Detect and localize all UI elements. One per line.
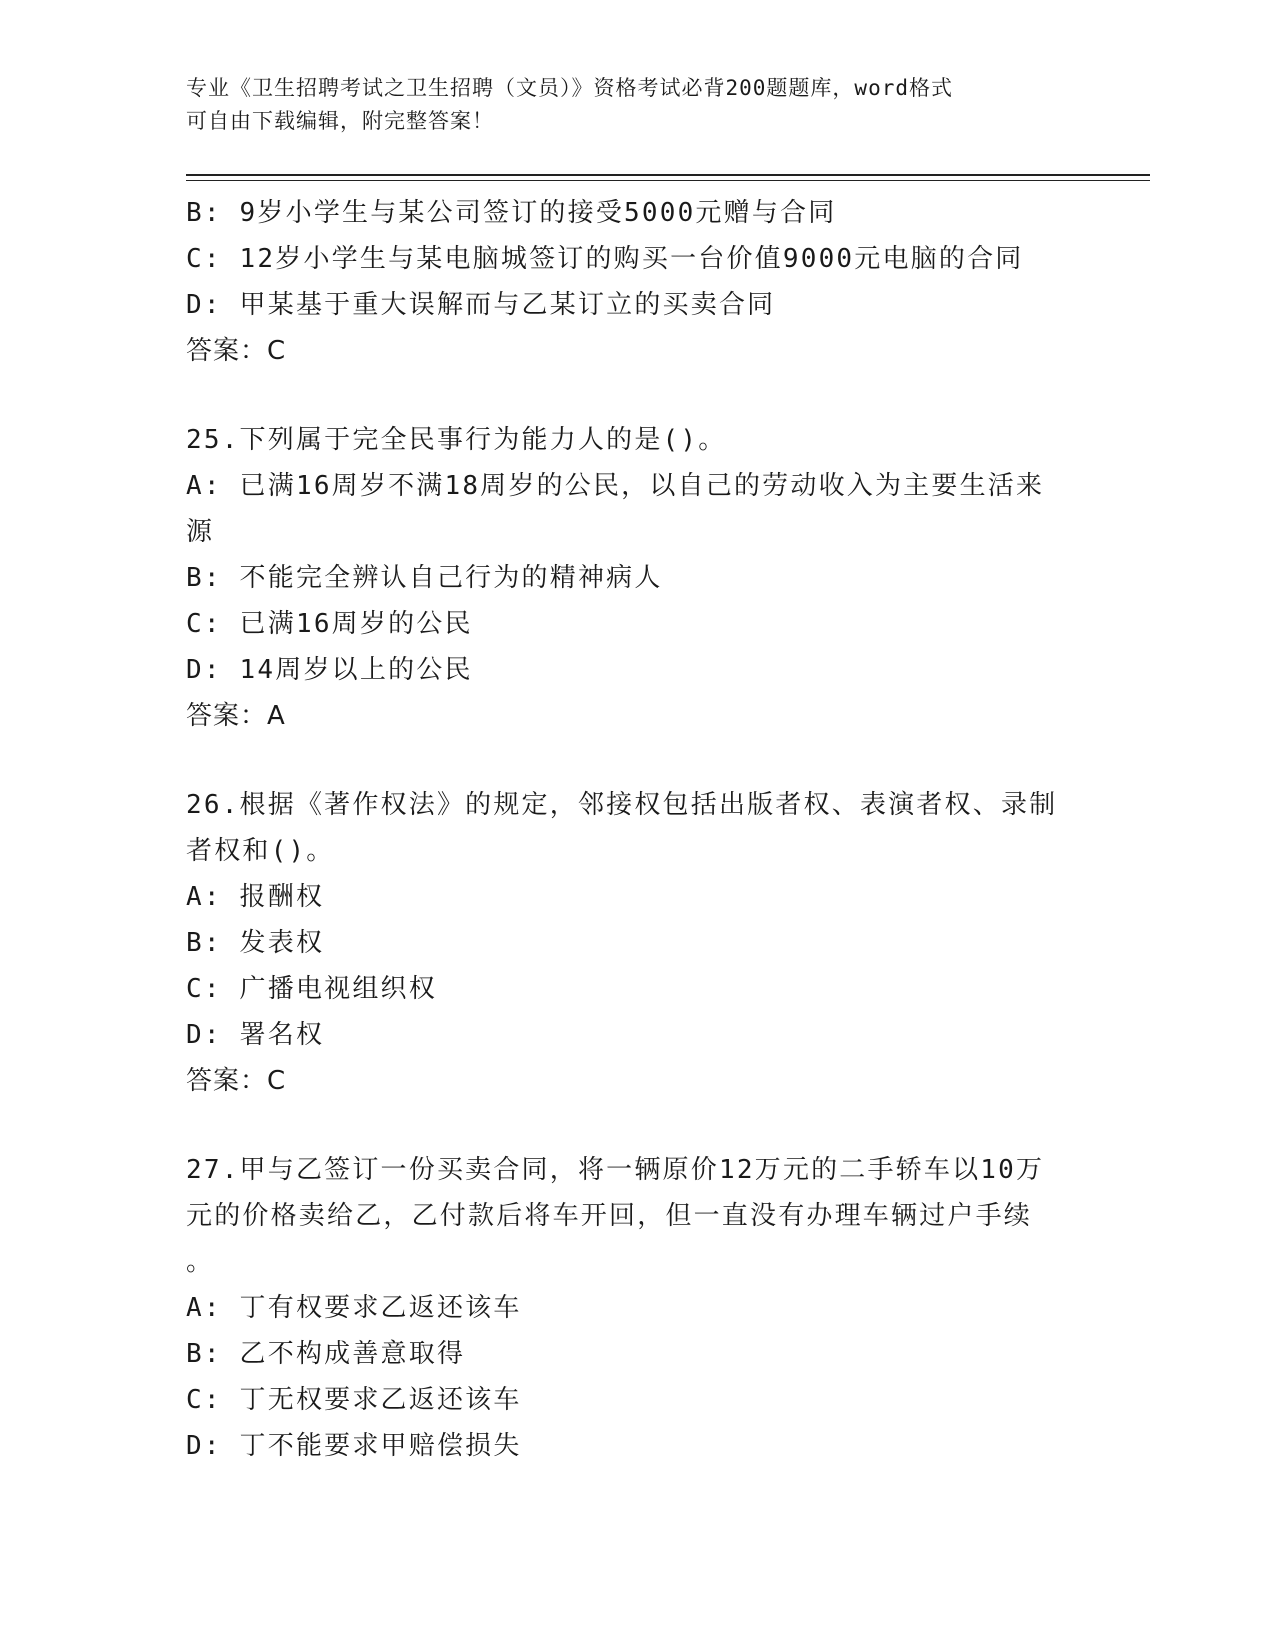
question-27: [186, 1147, 1086, 1469]
option-b: B: 不能完全辨认自己行为的精神病人: [186, 563, 663, 593]
question-stem-continued: 元的价格卖给乙，乙付款后将车开回，但一直没有办理车辆过户手续: [186, 1201, 1033, 1231]
answer: 答案：C: [186, 336, 287, 366]
option-a: A: 报酬权: [186, 882, 325, 912]
option-b: B: 乙不构成善意取得: [186, 1339, 466, 1369]
option-c: C: 已满16周岁的公民: [186, 609, 473, 639]
option-d: D: 14周岁以上的公民: [186, 655, 473, 685]
answer: 答案：A: [186, 701, 286, 731]
document-header: [186, 72, 1066, 138]
header-line-1: 专业《卫生招聘考试之卫生招聘（文员）》资格考试必背200题题库，word格式: [186, 76, 953, 100]
spacer: [186, 1104, 1086, 1147]
question-25: [186, 417, 1086, 739]
header-line-2: 可自由下载编辑，附完整答案！: [186, 109, 494, 133]
option-b: B: 9岁小学生与某公司签订的接受5000元赠与合同: [186, 198, 837, 228]
header-rule-thick: [186, 174, 1150, 176]
option-d: D: 甲某基于重大误解而与乙某订立的买卖合同: [186, 290, 776, 320]
question-26: [186, 782, 1086, 1104]
option-d: D: 署名权: [186, 1020, 325, 1050]
question-stem: 27.甲与乙签订一份买卖合同，将一辆原价12万元的二手轿车以10万: [186, 1155, 1045, 1185]
question-stem: 26.根据《著作权法》的规定，邻接权包括出版者权、表演者权、录制: [186, 790, 1058, 820]
question-list: [186, 190, 1086, 1469]
question-stem: 25.下列属于完全民事行为能力人的是()。: [186, 425, 727, 455]
option-b: B: 发表权: [186, 928, 325, 958]
question-stem-continued: 者权和()。: [186, 836, 335, 866]
option-a-continued: 源: [186, 517, 215, 547]
header-rule-thin: [186, 180, 1150, 181]
option-a: A: 已满16周岁不满18周岁的公民，以自己的劳动收入为主要生活来: [186, 471, 1045, 501]
option-c: C: 广播电视组织权: [186, 974, 437, 1004]
option-c: C: 12岁小学生与某电脑城签订的购买一台价值9000元电脑的合同: [186, 244, 1024, 274]
spacer: [186, 739, 1086, 782]
spacer: [186, 374, 1086, 417]
option-c: C: 丁无权要求乙返还该车: [186, 1385, 522, 1415]
option-d: D: 丁不能要求甲赔偿损失: [186, 1431, 522, 1461]
question-stem-end: 。: [186, 1247, 215, 1277]
option-a: A: 丁有权要求乙返还该车: [186, 1293, 522, 1323]
question-24-tail: [186, 190, 1086, 374]
answer: 答案：C: [186, 1066, 287, 1096]
